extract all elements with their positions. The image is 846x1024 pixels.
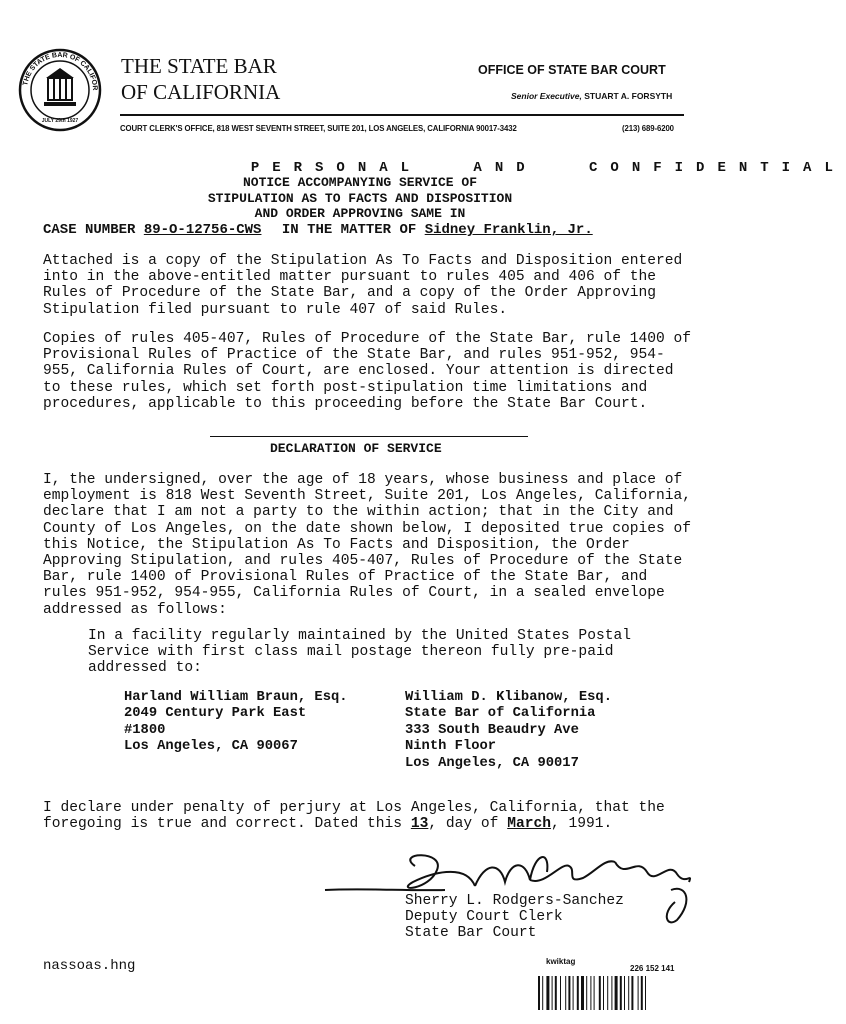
closing-line2 xyxy=(43,816,665,832)
letterhead-title-line2: OF CALIFORNIA xyxy=(121,80,281,104)
notice-line2: STIPULATION AS TO FACTS AND DISPOSITION xyxy=(207,190,513,206)
barcode-bar xyxy=(581,976,584,1010)
text-line: County of Los Angeles, on the date shown below, I deposited true copies of xyxy=(43,520,692,537)
letterhead-title-line1: THE STATE BAR xyxy=(121,54,277,78)
address-line: William D. Klibanow, Esq. xyxy=(405,690,612,705)
declaration-paragraph xyxy=(43,472,691,618)
signatory-block xyxy=(405,893,624,942)
barcode-bar xyxy=(552,976,553,1010)
case-number: 89-O-12756-CWS xyxy=(143,222,262,238)
text-line: Approving Stipulation, and rules 405-407, Rules of Procedure of the State xyxy=(43,553,683,570)
letterhead-rule xyxy=(120,114,684,116)
svg-text:JULY 29th 1927: JULY 29th 1927 xyxy=(41,118,79,124)
signatory-name: Sherry L. Rodgers-Sanchez xyxy=(405,893,624,909)
signatory-title: Deputy Court Clerk xyxy=(405,909,563,926)
clerk-office-address: COURT CLERK'S OFFICE, 818 WEST SEVENTH STREET, SUITE 201, LOS ANGELES, CALIFORNIA 90017-3432 xyxy=(120,124,517,133)
state-bar-seal xyxy=(18,48,102,132)
confidential-banner xyxy=(148,144,846,176)
declaration-heading: DECLARATION OF SERVICE xyxy=(270,441,442,456)
declaration-rule xyxy=(210,436,528,437)
barcode-bar xyxy=(568,976,570,1010)
barcode-bar xyxy=(560,976,561,1010)
senior-executive xyxy=(511,91,672,101)
closing-pre: foregoing is true and correct. Dated this xyxy=(43,816,403,833)
text-line: Stipulation filed pursuant to rule 407 of said Rules. xyxy=(43,301,508,318)
barcode-bar xyxy=(615,976,618,1010)
text-line: this Notice, the Stipulation As To Facts and Disposition, the Order xyxy=(43,536,630,553)
senior-executive-label: Senior Executive, xyxy=(511,91,582,101)
barcode xyxy=(538,976,690,1010)
barcode-bar xyxy=(573,976,574,1010)
barcode-bar xyxy=(628,976,629,1010)
barcode-bar xyxy=(624,976,625,1010)
closing-year: , 1991. xyxy=(550,816,613,833)
postal-paragraph xyxy=(88,628,631,677)
text-line: addressed as follows: xyxy=(43,601,227,618)
senior-executive-name: STUART A. FORSYTH xyxy=(584,91,673,101)
svg-text:THE STATE BAR OF CALIFORNIA: THE STATE BAR OF CALIFOR xyxy=(22,51,99,91)
barcode-bar xyxy=(620,976,622,1010)
text-line: Attached is a copy of the Stipulation As To Facts and Disposition entered xyxy=(43,253,683,269)
footer-filename: nassoas.hng xyxy=(43,958,136,974)
confidential-text: PERSONAL AND CONFIDENTIAL xyxy=(250,160,846,176)
text-line: declare that I am not a party to the within action; that in the City and xyxy=(43,504,674,521)
barcode-bar xyxy=(638,976,639,1010)
address-recipient-right xyxy=(405,690,612,772)
kwiktag-label: kwiktag xyxy=(546,957,576,966)
signatory-office: State Bar Court xyxy=(405,925,537,942)
text-line: employment is 818 West Seventh Street, Suite 201, Los Angeles, California, xyxy=(43,488,692,505)
notice-heading xyxy=(150,175,570,222)
text-line: Service with first class mail postage thereon fully pre-paid xyxy=(88,644,614,661)
text-line: to these rules, which set forth post-stipulation time limitations and xyxy=(43,379,648,396)
address-line: #1800 xyxy=(124,722,166,738)
text-line: Provisional Rules of Practice of the State Bar, and rules 951-952, 954- xyxy=(43,347,665,364)
text-line: rules 951-952, 954-955, California Rules of Court, in a sealed envelope xyxy=(43,585,665,602)
text-line: I, the undersigned, over the age of 18 years, whose business and place of xyxy=(43,472,683,488)
barcode-bar xyxy=(603,976,604,1010)
barcode-bar xyxy=(546,976,549,1010)
closing-day: 13 xyxy=(410,816,429,833)
notice-line3: AND ORDER APPROVING SAME IN xyxy=(254,206,466,221)
address-line: 2049 Century Park East xyxy=(124,706,307,722)
matter-label: IN THE MATTER OF xyxy=(281,222,417,238)
paragraph-attached xyxy=(43,253,682,318)
closing-line1: I declare under penalty of perjury at Los Angeles, California, that the xyxy=(43,800,665,816)
text-line: procedures, applicable to this proceeding before the State Bar Court. xyxy=(43,395,648,412)
text-line: Bar, rule 1400 of Provisional Rules of Practice of the State Bar, and xyxy=(43,569,648,586)
text-line: 955, California Rules of Court, are enclosed. Your attention is directed xyxy=(43,363,674,380)
barcode-bar xyxy=(555,976,557,1010)
barcode-bar xyxy=(565,976,566,1010)
address-line: Ninth Floor xyxy=(405,739,497,755)
barcode-bar xyxy=(542,976,543,1010)
barcode-bar xyxy=(641,976,643,1010)
text-line: addressed to: xyxy=(88,660,202,677)
barcode-bar xyxy=(645,976,646,1010)
office-name: OFFICE OF STATE BAR COURT xyxy=(478,63,666,77)
phone-number: (213) 689-6200 xyxy=(622,124,674,133)
barcode-bar xyxy=(607,976,608,1010)
case-number-label: CASE NUMBER xyxy=(43,222,136,238)
barcode-bar xyxy=(538,976,540,1010)
closing-month: March xyxy=(507,816,551,833)
kwiktag-number: 226 152 141 xyxy=(630,964,675,973)
address-line: Los Angeles, CA 90017 xyxy=(405,755,579,771)
address-line: State Bar of California xyxy=(405,706,596,722)
text-line: Copies of rules 405-407, Rules of Procedure of the State Bar, rule 1400 of xyxy=(43,331,692,347)
notice-line1: NOTICE ACCOMPANYING SERVICE OF xyxy=(242,175,478,190)
barcode-bar xyxy=(590,976,591,1010)
matter-name: Sidney Franklin, Jr. xyxy=(424,222,593,238)
address-recipient-left xyxy=(124,690,348,756)
barcode-bar xyxy=(586,976,587,1010)
barcode-bar xyxy=(599,976,601,1010)
text-line: Rules of Procedure of the State Bar, and a copy of the Order Approving xyxy=(43,285,657,302)
case-line xyxy=(43,222,593,238)
address-line: 333 South Beaudry Ave xyxy=(405,722,579,738)
text-line: In a facility regularly maintained by the United States Postal xyxy=(88,628,631,644)
paragraph-copies xyxy=(43,331,691,412)
barcode-bar xyxy=(577,976,579,1010)
text-line: into in the above-entitled matter pursuant to rules 405 and 406 of the xyxy=(43,269,657,286)
barcode-bar xyxy=(631,976,633,1010)
barcode-bar xyxy=(594,976,595,1010)
closing-declaration xyxy=(43,800,665,832)
address-line: Los Angeles, CA 90067 xyxy=(124,739,298,755)
barcode-bar xyxy=(611,976,612,1010)
address-line: Harland William Braun, Esq. xyxy=(124,690,348,705)
closing-mid: , day of xyxy=(428,816,499,833)
